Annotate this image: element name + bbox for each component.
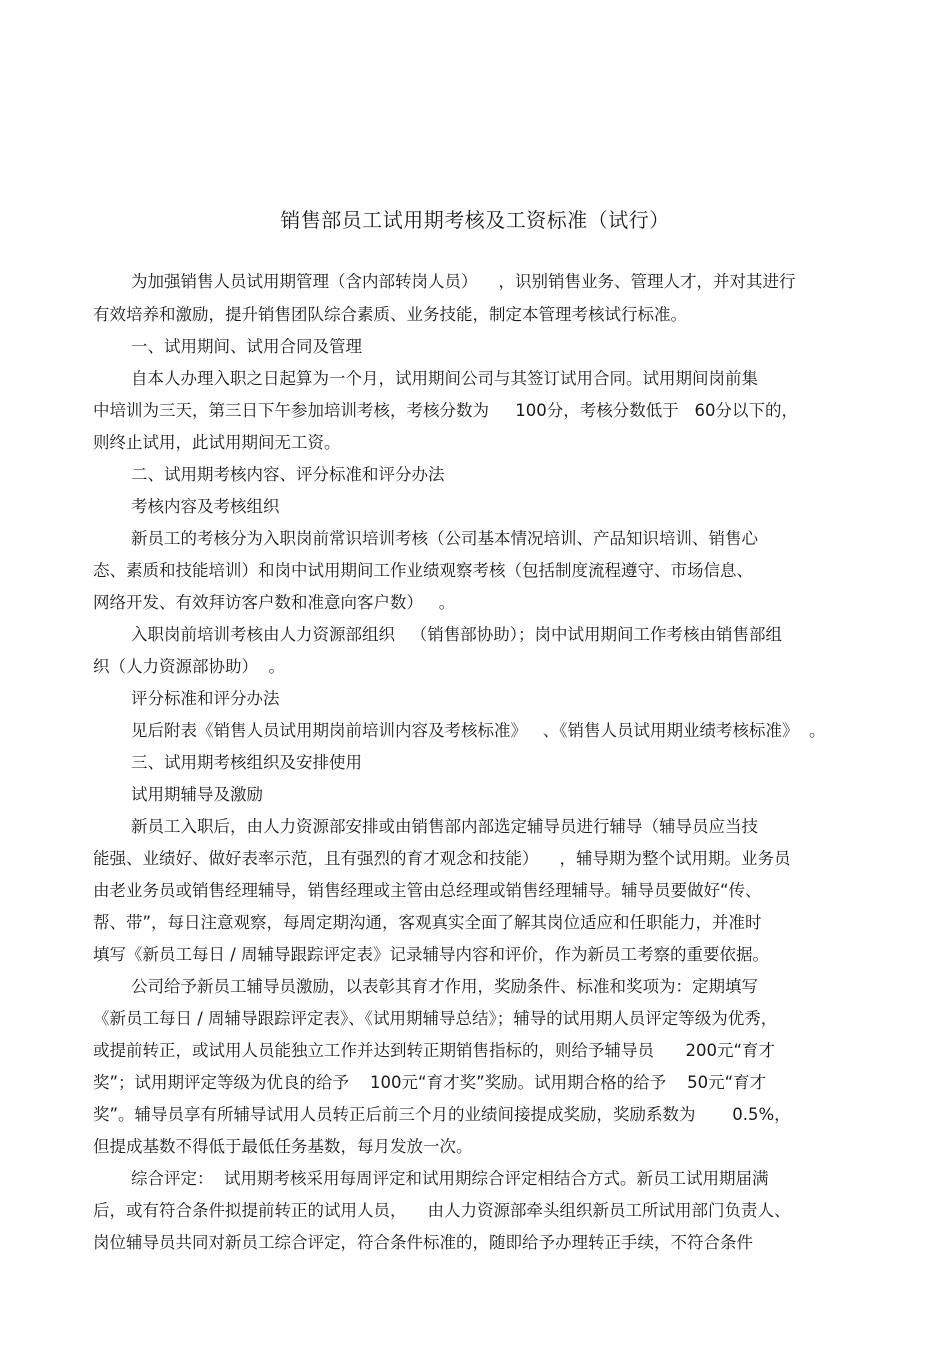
- paragraph-line: 见后附表《销售人员试用期岗前培训内容及考核标准》 、《销售人员试用期业绩考核标准》 。: [131, 721, 826, 740]
- paragraph-line: 为加强销售人员试用期管理（含内部转岗人员） ，识别销售业务、管理人才，并对其进行: [131, 272, 796, 291]
- paragraph-line: 但提成基数不得低于最低任务基数，每月发放一次。: [93, 1137, 473, 1156]
- paragraph-line: 或提前转正，或试用人员能独立工作并达到转正期销售指标的，则给予辅导员 200元“育才: [93, 1041, 776, 1060]
- paragraph-line: 填写《新员工每日 / 周辅导跟踪评定表》记录辅导内容和评价，作为新员工考察的重要依据。: [93, 945, 770, 964]
- paragraph-line: 由老业务员或销售经理辅导，销售经理或主管由总经理或销售经理辅导。辅导员要做好“传、: [93, 881, 762, 900]
- paragraph-line: 岗位辅导员共同对新员工综合评定，符合条件标准的，随即给予办理转正手续，不符合条件: [93, 1233, 753, 1252]
- paragraph-line: 新员工的考核分为入职岗前常识培训考核（公司基本情况培训、产品知识培训、销售心: [131, 529, 758, 548]
- paragraph-line: 帮、带”，每日注意观察，每周定期沟通，客观真实全面了解其岗位适应和任职能力，并准时: [93, 913, 762, 932]
- section-heading: 二、试用期考核内容、评分标准和评分办法: [131, 465, 445, 484]
- paragraph-line: 公司给予新员工辅导员激励，以表彰其育才作用，奖励条件、标准和奖项为：定期填写: [131, 977, 758, 996]
- paragraph-line: 综合评定： 试用期考核采用每周评定和试用期综合评定相结合方式。新员工试用期届满: [131, 1169, 769, 1188]
- paragraph-line: 新员工入职后，由人力资源部安排或由销售部内部选定辅导员进行辅导（辅导员应当技: [131, 817, 758, 836]
- paragraph-line: 有效培养和激励，提升销售团队综合素质、业务技能，制定本管理考核试行标准。: [93, 305, 687, 324]
- document-title: 销售部员工试用期考核及工资标准（试行）: [280, 208, 670, 232]
- subsection-heading: 评分标准和评分办法: [131, 689, 280, 708]
- paragraph-line: 网络开发、有效拜访客户数和准意向客户数） 。: [93, 593, 456, 612]
- paragraph-line: 则终止试用，此试用期间无工资。: [93, 433, 341, 452]
- paragraph-line: 织（人力资源部协助） 。: [93, 657, 285, 676]
- paragraph-line: 自本人办理入职之日起算为一个月，试用期间公司与其签订试用合同。试用期间岗前集: [131, 369, 758, 388]
- paragraph-line: 入职岗前培训考核由人力资源部组织 （销售部协助）；岗中试用期间工作考核由销售部组: [131, 625, 782, 644]
- paragraph-line: 能强、业绩好、做好表率示范，且有强烈的育才观念和技能） ，辅导期为整个试用期。业务员: [93, 849, 791, 868]
- section-heading: 一、试用期间、试用合同及管理: [131, 337, 362, 356]
- paragraph-line: 奖”。辅导员享有所辅导试用人员转正后前三个月的业绩间接提成奖励，奖励系数为 0.5%，: [93, 1105, 791, 1124]
- paragraph-line: 奖”；试用期评定等级为优良的给予 100元“育才奖”奖励。试用期合格的给予 50元“育才: [93, 1073, 767, 1092]
- paragraph-line: 态、素质和技能培训）和岗中试用期间工作业绩观察考核（包括制度流程遵守、市场信息、: [93, 561, 753, 580]
- subsection-heading: 试用期辅导及激励: [131, 785, 263, 804]
- paragraph-line: 中培训为三天，第三日下午参加培训考核，考核分数为 100分，考核分数低于 60分以下的，: [93, 401, 798, 420]
- paragraph-line: 《新员工每日 / 周辅导跟踪评定表》、《试用期辅导总结》；辅导的试用期人员评定等级为优秀，: [93, 1009, 778, 1028]
- section-heading: 三、试用期考核组织及安排使用: [131, 753, 362, 772]
- subsection-heading: 考核内容及考核组织: [131, 497, 280, 516]
- paragraph-line: 后，或有符合条件拟提前转正的试用人员， 由人力资源部牵头组织新员工所试用部门负责人、: [93, 1201, 791, 1220]
